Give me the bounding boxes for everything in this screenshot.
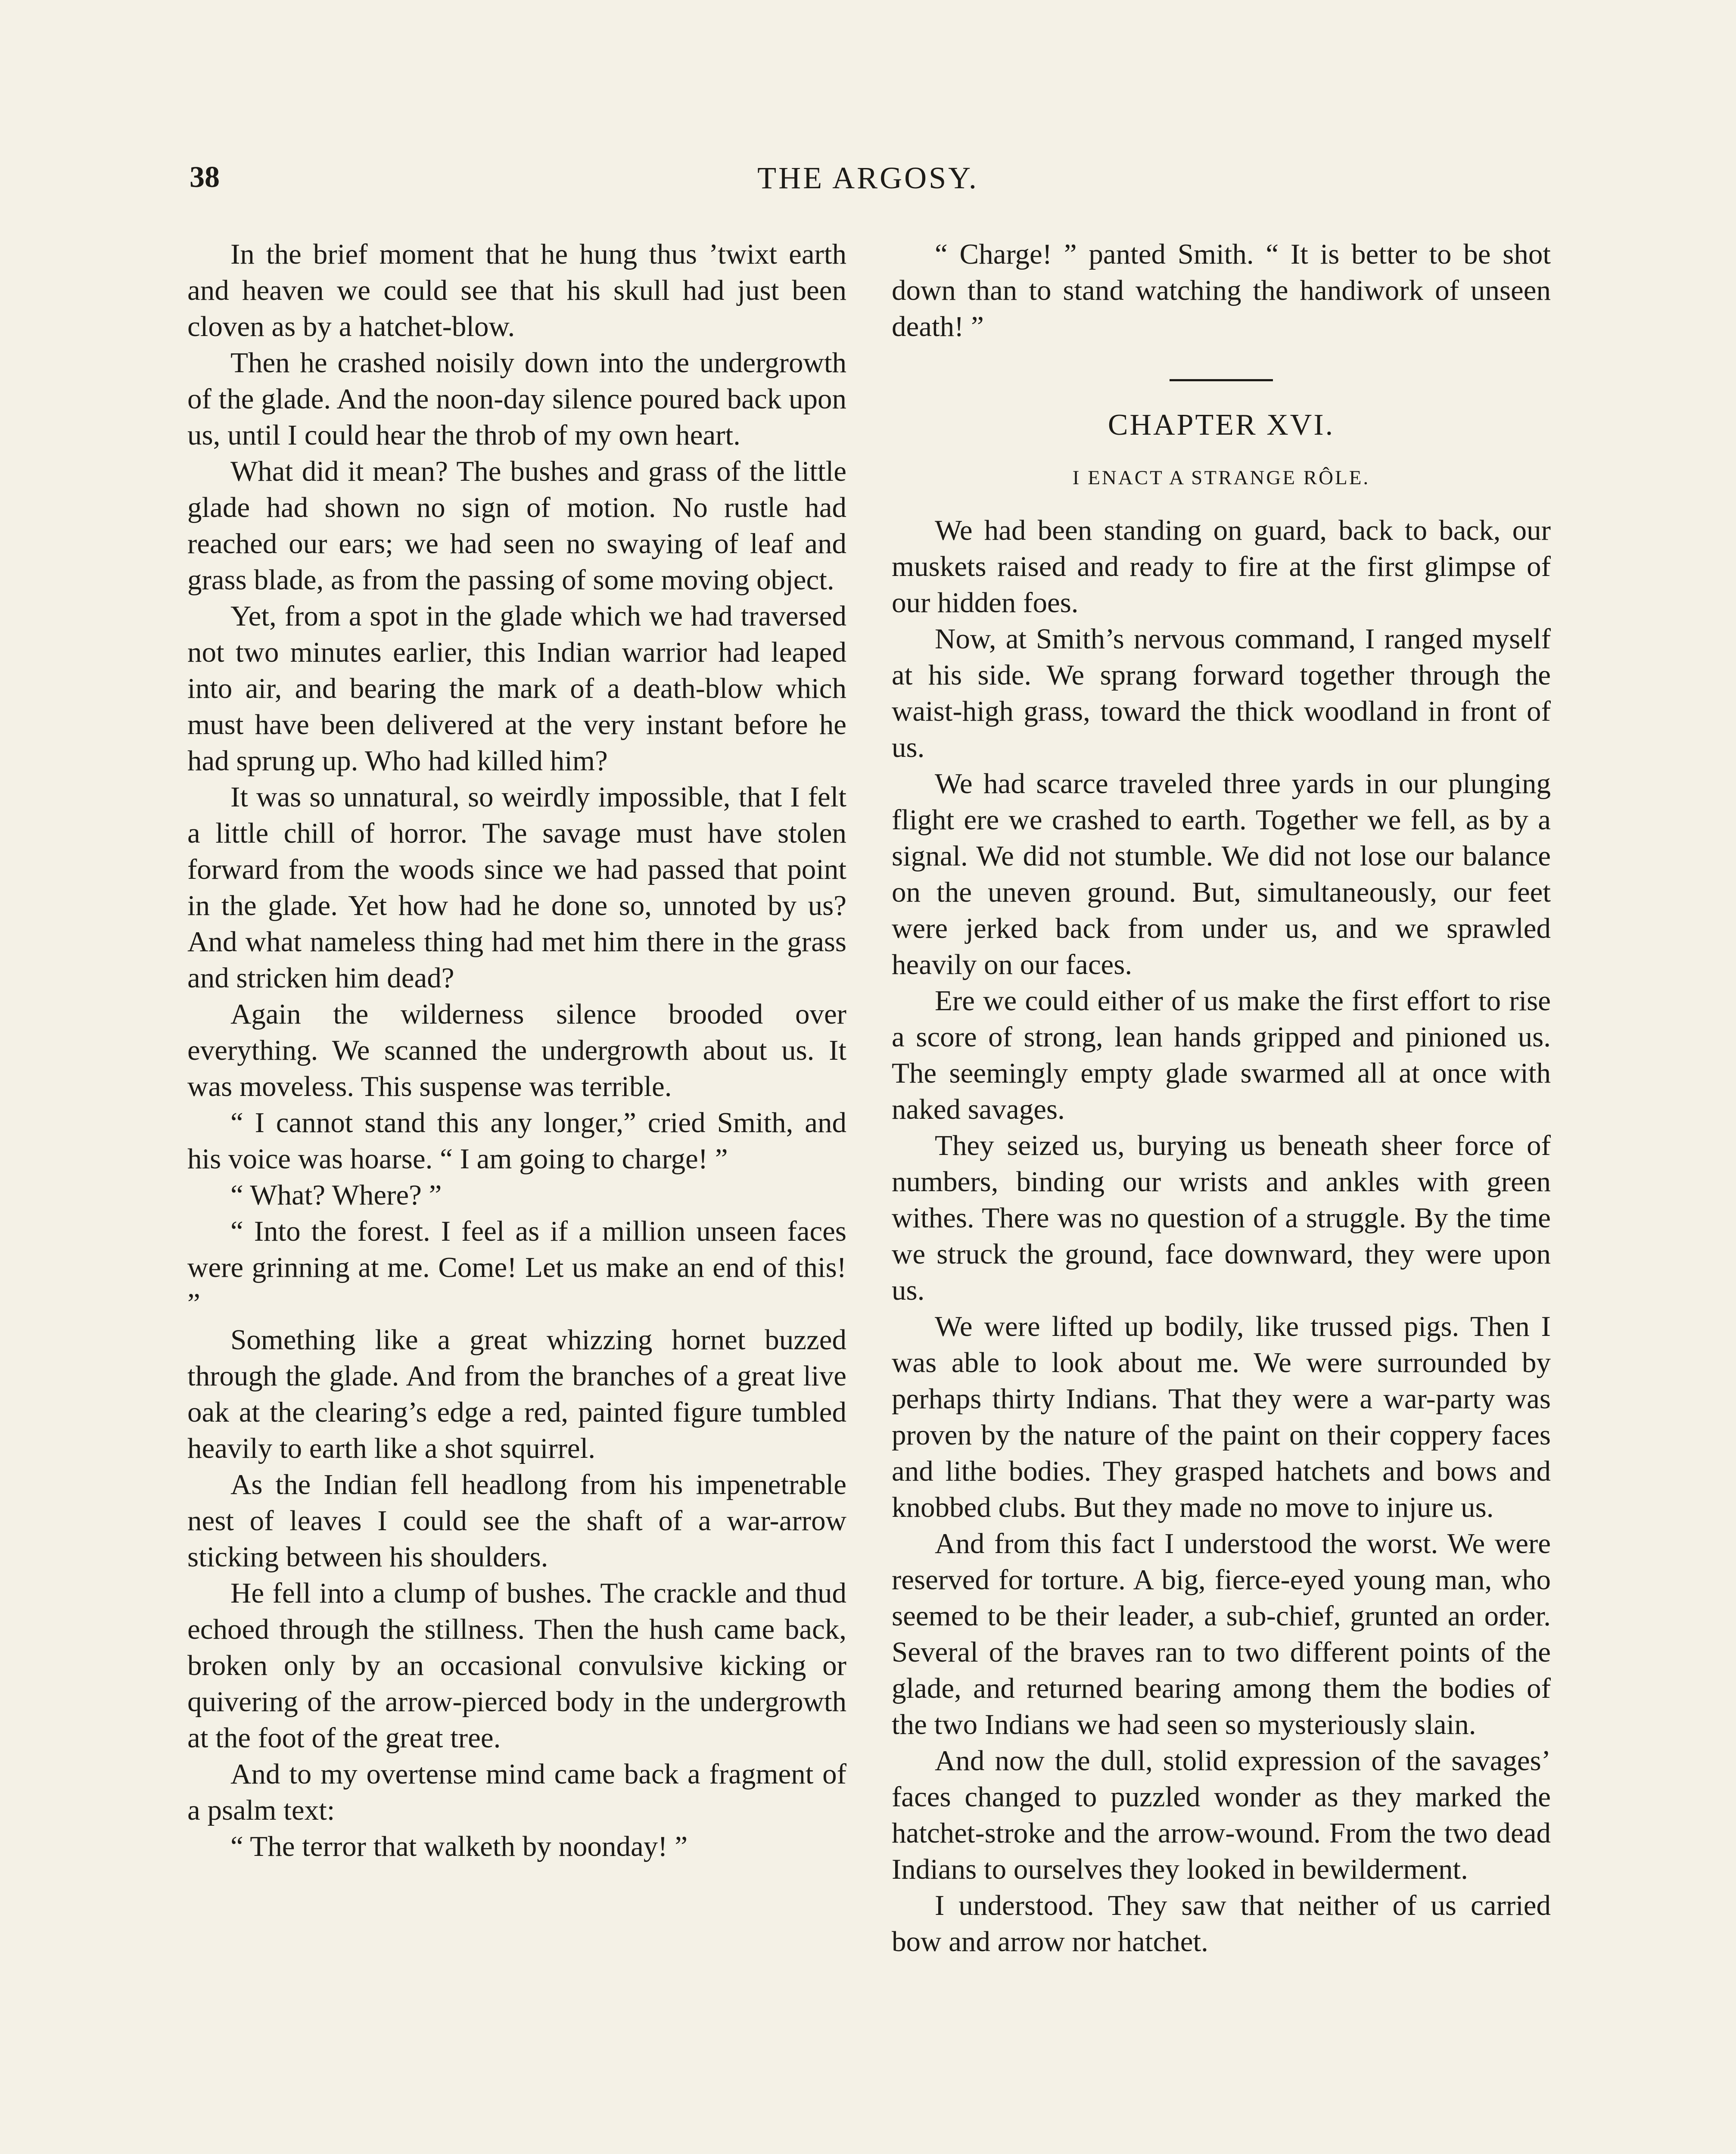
paragraph: We had scarce traveled three yards in our plunging flight ere we crashed to earth. Together we fell, as by a signal. We did not stumble. We did not lose our balance on the uneven ground. But, simultaneously, our feet were jerked back from under us, and we sprawled heavily on our faces. xyxy=(892,768,1551,981)
paragraph: Ere we could either of us make the first effort to rise a score of strong, lean hands gripped and pinioned us. The seemingly empty glade swarmed all at once with naked savages. xyxy=(892,985,1551,1125)
right-column xyxy=(892,236,1551,1960)
paragraph: What did it mean? The bushes and grass of the little glade had shown no sign of motion. No rustle had reached our ears; we had seen no swaying of leaf and grass blade, as from the passing of some moving object. xyxy=(187,455,846,596)
paragraph: And now the dull, stolid expression of the savages’ faces changed to puzzled wonder as they marked the hatchet-stroke and the arrow-wound. From the two dead Indians to ourselves they looked in bewilderment. xyxy=(892,1745,1551,1885)
paragraph: In the brief moment that he hung thus ’twixt earth and heaven we could see that his skull had just been cloven as by a hatchet-blow. xyxy=(187,238,846,342)
chapter-subtitle: I ENACT A STRANGE RÔLE. xyxy=(1072,467,1370,489)
paragraph: I understood. They saw that neither of us carried bow and arrow nor hatchet. xyxy=(892,1889,1551,1958)
left-column xyxy=(187,236,846,1865)
paragraph: It was so unnatural, so weirdly impossible, that I felt a little chill of horror. The savage must have stolen forward from the woods since we had passed that point in the glade. Yet how had he done so, unnoted by us? And what nameless thing had met him there in the grass and stricken him dead? xyxy=(187,781,846,994)
paragraph: Something like a great whizzing hornet buzzed through the glade. And from the branches of a great live oak at the clearing’s edge a red, painted figure tumbled heavily to earth like a shot squirrel. xyxy=(187,1324,846,1464)
paragraph: He fell into a clump of bushes. The crackle and thud echoed through the stillness. Then the hush came back, broken only by an occasional convulsive kicking or quivering of the arrow-pierced body in the undergrowth at the foot of the great tree. xyxy=(187,1577,846,1754)
section-divider xyxy=(1170,379,1273,381)
paragraph: Then he crashed noisily down into the undergrowth of the glade. And the noon-day silence poured back upon us, until I could hear the throb of my own heart. xyxy=(187,347,846,451)
running-head: THE ARGOSY. xyxy=(757,161,979,195)
paragraph: “ Into the forest. I feel as if a million unseen faces were grinning at me. Come! Let us make an end of this! ” xyxy=(187,1215,846,1320)
paragraph: Yet, from a spot in the glade which we had traversed not two minutes earlier, this Indian warrior had leaped into air, and bearing the mark of a death-blow which must have been delivered at the very instant before he had sprung up. Who had killed him? xyxy=(187,600,846,777)
paragraph: We were lifted up bodily, like trussed pigs. Then I was able to look about me. We were surrounded by perhaps thirty Indians. That they were a war-party was proven by the nature of the paint on their coppery faces and lithe bodies. They grasped hatchets and bows and knobbed clubs. But they made no move to injure us. xyxy=(892,1310,1551,1523)
paragraph: And to my overtense mind came back a fragment of a psalm text: xyxy=(187,1758,846,1826)
paragraph: Now, at Smith’s nervous command, I ranged myself at his side. We sprang forward together through the waist-high grass, toward the thick woodland in front of us. xyxy=(892,623,1551,763)
paragraph: “ The terror that walketh by noonday! ” xyxy=(230,1830,688,1862)
chapter-title: CHAPTER XVI. xyxy=(1108,408,1335,442)
paragraph: And from this fact I understood the worst. We were reserved for torture. A big, fierce-eyed young man, who seemed to be their leader, a sub-chief, grunted an order. Several of the braves ran to two different points of the glade, and returned bearing among them the bodies of the two Indians we had seen so mysteriously slain. xyxy=(892,1528,1551,1740)
paragraph: “ I cannot stand this any longer,” cried Smith, and his voice was hoarse. “ I am going to charge! ” xyxy=(187,1107,846,1175)
paragraph: We had been standing on guard, back to back, our muskets raised and ready to fire at the first glimpse of our hidden foes. xyxy=(892,514,1551,619)
paragraph: “ What? Where? ” xyxy=(230,1179,442,1211)
page-number: 38 xyxy=(190,161,220,194)
paragraph: They seized us, burying us beneath sheer force of numbers, binding our wrists and ankles with green withes. There was no question of a struggle. By the time we struck the ground, face downward, they were upon us. xyxy=(892,1130,1551,1306)
paragraph: Again the wilderness silence brooded over everything. We scanned the undergrowth about us. It was moveless. This suspense was terrible. xyxy=(187,998,846,1102)
paragraph: “ Charge! ” panted Smith. “ It is better to be shot down than to stand watching the handiwork of unseen death! ” xyxy=(892,238,1551,342)
paragraph: As the Indian fell headlong from his impenetrable nest of leaves I could see the shaft of a war-arrow sticking between his shoulders. xyxy=(187,1469,846,1573)
